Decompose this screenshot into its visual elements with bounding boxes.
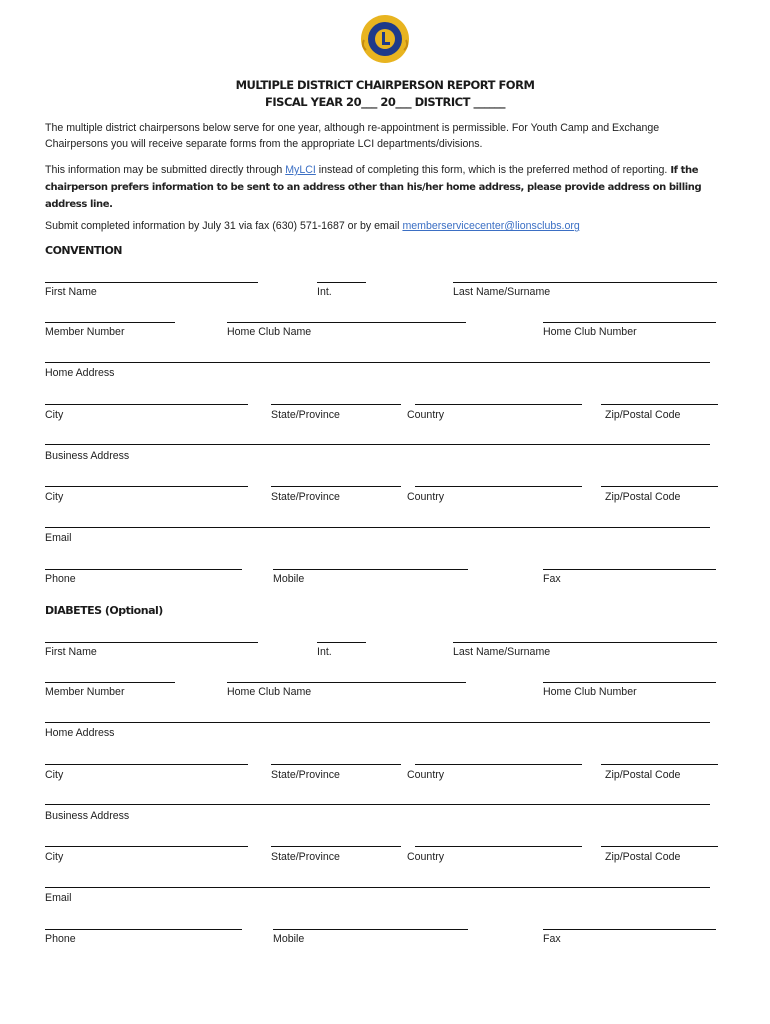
- email-link[interactable]: memberservicecenter@lionsclubs.org: [402, 220, 580, 232]
- email-field[interactable]: [45, 527, 710, 528]
- phone-label: Phone: [45, 573, 76, 585]
- business-address-label: Business Address: [45, 810, 130, 822]
- state-field[interactable]: [271, 764, 401, 765]
- home-club-number-label: Home Club Number: [543, 326, 637, 338]
- city-label: City: [45, 851, 64, 863]
- zip-postal-code-field[interactable]: [601, 764, 718, 765]
- phone-field[interactable]: [45, 929, 242, 930]
- state-label: State/Province: [271, 851, 340, 863]
- initial-field[interactable]: [317, 642, 366, 643]
- email-field[interactable]: [45, 887, 710, 888]
- city-field[interactable]: [45, 764, 248, 765]
- first-name-label: First Name: [45, 646, 97, 658]
- mobile-field[interactable]: [273, 929, 468, 930]
- member-number-field[interactable]: [45, 682, 175, 683]
- lions-clubs-logo: [360, 14, 410, 64]
- intro-paragraph-1: The multiple district chairpersons below serve for one year, although re-appointment is permissible. For Youth Camp and Exchange Chairpersons you will receive separate forms from the appropriate LCI departments/divisions.: [45, 122, 660, 150]
- intro-text-continued: instead of completing this form, which is the preferred method of reporting.: [315, 164, 671, 176]
- city-label: City: [45, 769, 64, 781]
- zip-label: Zip/Postal Code: [605, 491, 681, 503]
- home-club-name-label: Home Club Name: [227, 326, 312, 338]
- home-club-name-label: Home Club Name: [227, 686, 312, 698]
- country-label: Country: [407, 409, 445, 421]
- mobile-label: Mobile: [273, 933, 305, 945]
- fax-field[interactable]: [543, 929, 716, 930]
- last-name-label: Last Name/Surname: [453, 286, 551, 298]
- phone-label: Phone: [45, 933, 76, 945]
- zip-postal-code-field[interactable]: [601, 404, 718, 405]
- initial-field[interactable]: [317, 282, 366, 283]
- business-address-field[interactable]: [45, 804, 710, 805]
- city-field[interactable]: [45, 404, 248, 405]
- billing-address-note: If the chairperson prefers information to be sent to an address other than his/her home address, please provide address on billing address line.: [45, 165, 702, 210]
- email-label: Email: [45, 532, 72, 544]
- section-heading: CONVENTION: [45, 244, 123, 257]
- business-address-field[interactable]: [45, 444, 710, 445]
- initial-label: Int.: [317, 286, 332, 298]
- last-name-field[interactable]: [453, 282, 717, 283]
- home-club-number-field[interactable]: [543, 322, 716, 323]
- intro-paragraph-3: [45, 218, 725, 234]
- city-field[interactable]: [45, 486, 248, 487]
- first-name-field[interactable]: [45, 282, 258, 283]
- city-label: City: [45, 409, 64, 421]
- first-name-label: First Name: [45, 286, 97, 298]
- last-name-label: Last Name/Surname: [453, 646, 551, 658]
- zip-label: Zip/Postal Code: [605, 409, 681, 421]
- home-address-field[interactable]: [45, 722, 710, 723]
- member-number-field[interactable]: [45, 322, 175, 323]
- mylci-link[interactable]: MyLCI: [285, 164, 316, 176]
- state-label: State/Province: [271, 769, 340, 781]
- home-club-number-field[interactable]: [543, 682, 716, 683]
- country-label: Country: [407, 491, 445, 503]
- country-field[interactable]: [415, 486, 582, 487]
- home-club-number-label: Home Club Number: [543, 686, 637, 698]
- mobile-field[interactable]: [273, 569, 468, 570]
- intro-text: This information may be submitted directly through: [45, 164, 286, 176]
- business-address-label: Business Address: [45, 450, 130, 462]
- country-field[interactable]: [415, 764, 582, 765]
- mobile-label: Mobile: [273, 573, 305, 585]
- fax-label: Fax: [543, 933, 561, 945]
- zip-label: Zip/Postal Code: [605, 769, 681, 781]
- home-address-label: Home Address: [45, 367, 115, 379]
- intro-paragraph-2: [45, 162, 725, 213]
- home-address-field[interactable]: [45, 362, 710, 363]
- state-label: State/Province: [271, 491, 340, 503]
- zip-postal-code-field[interactable]: [601, 486, 718, 487]
- state-label: State/Province: [271, 409, 340, 421]
- home-address-label: Home Address: [45, 727, 115, 739]
- state-field[interactable]: [271, 846, 401, 847]
- form-title: MULTIPLE DISTRICT CHAIRPERSON REPORT FORM: [235, 78, 535, 92]
- country-label: Country: [407, 769, 445, 781]
- city-field[interactable]: [45, 846, 248, 847]
- member-number-label: Member Number: [45, 326, 125, 338]
- phone-field[interactable]: [45, 569, 242, 570]
- state-field[interactable]: [271, 486, 401, 487]
- home-club-name-field[interactable]: [227, 322, 466, 323]
- email-label: Email: [45, 892, 72, 904]
- zip-label: Zip/Postal Code: [605, 851, 681, 863]
- country-label: Country: [407, 851, 445, 863]
- member-number-label: Member Number: [45, 686, 125, 698]
- state-field[interactable]: [271, 404, 401, 405]
- country-field[interactable]: [415, 404, 582, 405]
- zip-postal-code-field[interactable]: [601, 846, 718, 847]
- initial-label: Int.: [317, 646, 332, 658]
- first-name-field[interactable]: [45, 642, 258, 643]
- section-heading: DIABETES (Optional): [45, 604, 163, 617]
- fax-label: Fax: [543, 573, 561, 585]
- last-name-field[interactable]: [453, 642, 717, 643]
- city-label: City: [45, 491, 64, 503]
- country-field[interactable]: [415, 846, 582, 847]
- submission-instructions: Submit completed information by July 31 via fax (630) 571-1687 or by email: [45, 220, 403, 232]
- fiscal-year-district-line: FISCAL YEAR 20___ 20___ DISTRICT ______: [265, 95, 505, 109]
- fax-field[interactable]: [543, 569, 716, 570]
- home-club-name-field[interactable]: [227, 682, 466, 683]
